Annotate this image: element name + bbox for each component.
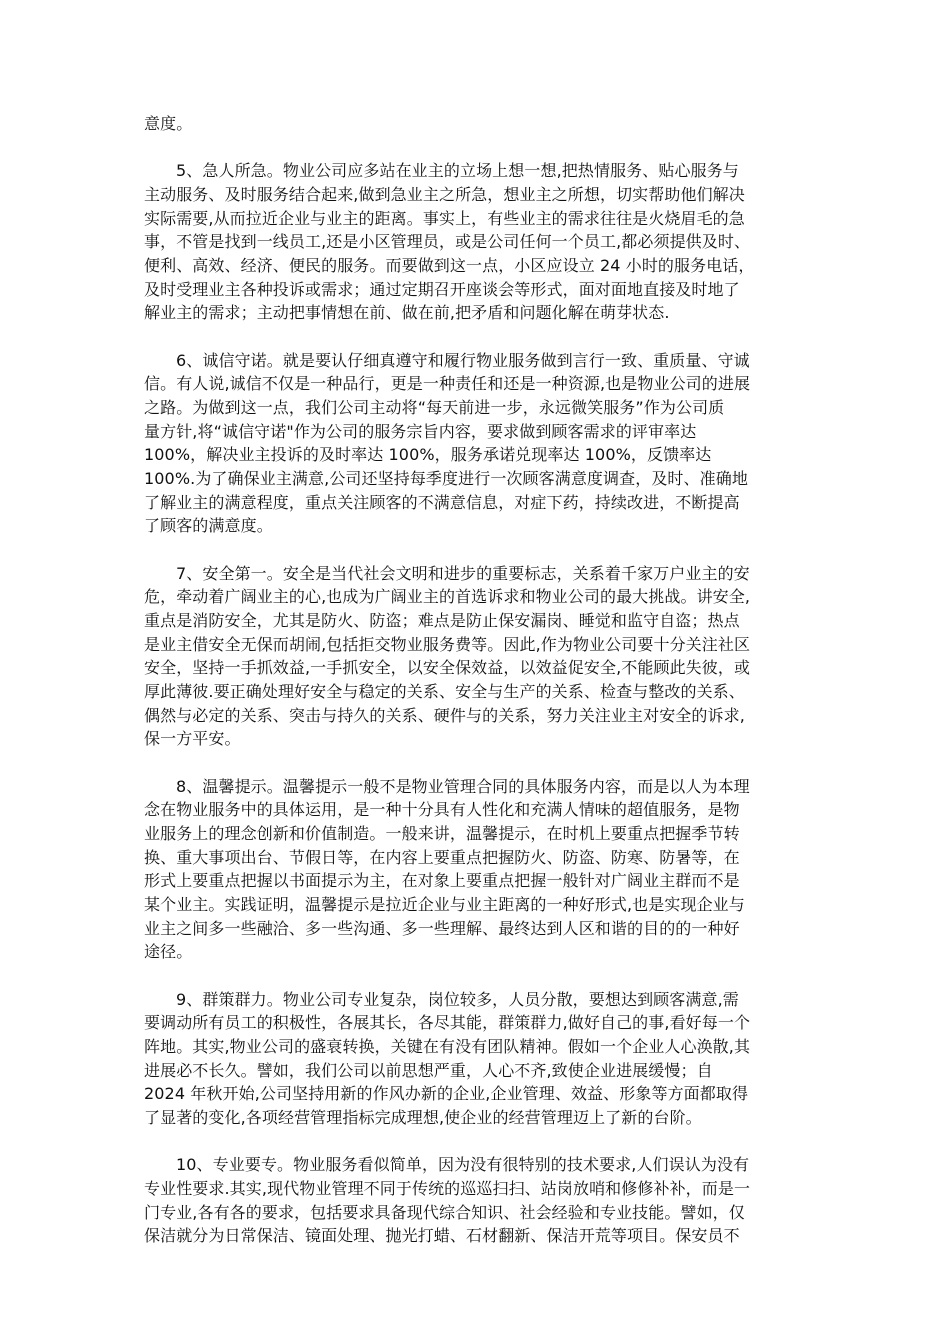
text-line: 之路。为做到这一点，我们公司主动将“每天前进一步，永远微笑服务”作为公司质 (144, 397, 725, 417)
text-line: 5、急人所急。物业公司应多站在业主的立场上想一想,把热情服务、贴心服务与 (176, 161, 739, 181)
text-line: 事，不管是找到一线员工,还是小区管理员，或是公司任何一个员工,都必须提供及时、 (144, 232, 751, 252)
text-line: 途径。 (144, 942, 193, 962)
text-line: 2024 年秋开始,公司坚持用新的作风办新的企业,企业管理、效益、形象等方面都取得 (144, 1084, 749, 1104)
text-line: 便利、高效、经济、便民的服务。而要做到这一点，小区应设立 24 小时的服务电话， (144, 255, 755, 275)
text-line: 了顾客的满意度。 (144, 516, 273, 536)
text-line: 量方针,将“诚信守诺"作为公司的服务宗旨内容，要求做到顾客需求的评审率达 (144, 421, 697, 441)
text-line: 意度。 (144, 114, 193, 133)
text-line: 主动服务、及时服务结合起来,做到急业主之所急，想业主之所想，切实帮助他们解决 (144, 184, 745, 204)
text-line: 实际需要,从而拉近企业与业主的距离。事实上，有些业主的需求往往是火烧眉毛的急 (144, 208, 745, 228)
text-line: 及时受理业主各种投诉或需求；通过定期召开座谈会等形式，面对面地直接及时地了 (144, 279, 740, 299)
text-line: 安全，坚持一手抓效益,一手抓安全，以安全保效益，以效益促安全,不能顾此失彼，或 (144, 658, 751, 678)
text-line: 要调动所有员工的积极性，各展其长，各尽其能，群策群力,做好自己的事,看好每一个 (144, 1013, 751, 1033)
text-line: 了显著的变化,各项经营管理指标完成理想,使企业的经营管理迈上了新的台阶。 (144, 1107, 702, 1127)
text-line: 换、重大事项出台、节假日等，在内容上要重点把握防火、防盗、防寒、防暑等，在 (144, 847, 740, 867)
text-line: 了解业主的满意程度，重点关注顾客的不满意信息，对症下药，持续改进，不断提高 (144, 492, 740, 512)
paragraph-item-10 (144, 1153, 808, 1248)
text-line: 厚此薄彼.要正确处理好安全与稳定的关系、安全与生产的关系、检查与整改的关系、 (144, 681, 745, 701)
text-line: 某个业主。实践证明，温馨提示是拉近企业与业主距离的一种好形式,也是实现企业与 (144, 894, 745, 914)
text-line: 100%.为了确保业主满意,公司还坚持每季度进行一次顾客满意度调查，及时、准确地 (144, 468, 748, 488)
text-line: 进展必不长久。譬如，我们公司以前思想严重，人心不齐,致使企业进展缓慢；自 (144, 1060, 713, 1080)
text-line: 念在物业服务中的具体运用，是一种十分具有人性化和充满人情味的超值服务，是物 (144, 800, 740, 820)
paragraph-item-7 (144, 562, 808, 752)
text-line: 10、专业要专。物业服务看似简单，因为没有很特别的技术要求,人们误认为没有 (176, 1155, 750, 1175)
text-line: 重点是消防安全，尤其是防火、防盗；难点是防止保安漏岗、睡觉和监守自盗；热点 (144, 610, 740, 630)
text-line: 偶然与必定的关系、突击与持久的关系、硬件与的关系，努力关注业主对安全的诉求, (144, 705, 745, 725)
paragraph-item-5 (144, 159, 808, 325)
text-line: 是业主借安全无保而胡闹,包括拒交物业服务费等。因此,作为物业公司要十分关注社区 (144, 634, 751, 654)
text-line: 阵地。其实,物业公司的盛衰转换，关键在有没有团队精神。假如一个企业人心涣散,其 (144, 1036, 751, 1056)
text-line: 解业主的需求；主动把事情想在前、做在前,把矛盾和问题化解在萌芽状态. (144, 303, 670, 323)
text-line: 100%，解决业主投诉的及时率达 100%，服务承诺兑现率达 100%，反馈率达 (144, 445, 712, 465)
text-line: 保洁就分为日常保洁、镜面处理、抛光打蜡、石材翻新、保洁开荒等项目。保安员不 (144, 1226, 740, 1246)
text-line: 形式上要重点把握以书面提示为主，在对象上要重点把握一般针对广阔业主群而不是 (144, 871, 740, 891)
text-line: 保一方平安。 (144, 729, 241, 749)
text-line: 业服务上的理念创新和价值制造。一般来讲，温馨提示，在时机上要重点把握季节转 (144, 823, 740, 843)
text-line: 8、温馨提示。温馨提示一般不是物业管理合同的具体服务内容，而是以人为本理 (176, 776, 750, 796)
text-line: 信。有人说,诚信不仅是一种品行，更是一种责任和还是一种资源,也是物业公司的进展 (144, 374, 751, 394)
document-body (144, 112, 808, 1248)
text-line: 7、安全第一。安全是当代社会文明和进步的重要标志，关系着千家万户业主的安 (176, 563, 750, 583)
paragraph-item-8 (144, 775, 808, 965)
paragraph-item-9 (144, 988, 808, 1130)
text-line: 门专业,各有各的要求，包括要求具备现代综合知识、社会经验和专业技能。譬如，仅 (144, 1202, 745, 1222)
paragraph-item-6 (144, 349, 808, 539)
text-line: 6、诚信守诺。就是要认仔细真遵守和履行物业服务做到言行一致、重质量、守诚 (176, 350, 750, 370)
text-line: 9、群策群力。物业公司专业复杂，岗位较多，人员分散，要想达到顾客满意,需 (176, 989, 739, 1009)
paragraph-continuation (144, 112, 808, 136)
text-line: 专业性要求.其实,现代物业管理不同于传统的巡巡扫扫、站岗放哨和修修补补，而是一 (144, 1178, 751, 1198)
text-line: 危，牵动着广阔业主的心,也成为广阔业主的首选诉求和物业公司的最大挑战。讲安全, (144, 587, 751, 607)
text-line: 业主之间多一些融洽、多一些沟通、多一些理解、最终达到人区和谐的目的的一种好 (144, 918, 740, 938)
